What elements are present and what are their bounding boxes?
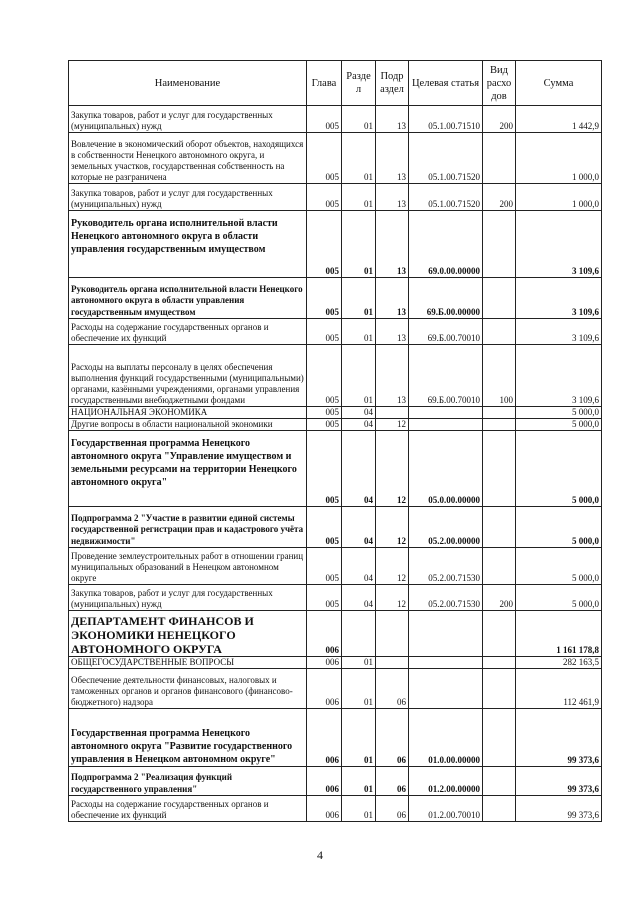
row-cel: 05.2.00.71530 <box>409 585 483 611</box>
row-razdel: 01 <box>342 106 376 133</box>
row-glava: 005 <box>307 133 342 184</box>
row-razdel: 01 <box>342 796 376 822</box>
row-summa: 112 461,9 <box>516 669 602 709</box>
row-cel: 05.1.00.71520 <box>409 184 483 211</box>
row-vid <box>483 669 516 709</box>
row-razdel: 04 <box>342 585 376 611</box>
row-name: НАЦИОНАЛЬНАЯ ЭКОНОМИКА <box>69 407 307 419</box>
row-podrazdel: 13 <box>376 106 409 133</box>
row-vid: 200 <box>483 184 516 211</box>
row-name: Закупка товаров, работ и услуг для государственных (муниципальных) нужд <box>69 585 307 611</box>
row-podrazdel: 12 <box>376 548 409 585</box>
row-podrazdel: 12 <box>376 431 409 507</box>
row-vid <box>483 796 516 822</box>
row-razdel: 01 <box>342 133 376 184</box>
table-row <box>69 767 602 796</box>
row-cel <box>409 669 483 709</box>
table-row <box>69 585 602 611</box>
row-podrazdel: 12 <box>376 419 409 431</box>
row-vid <box>483 319 516 345</box>
table-row <box>69 657 602 669</box>
row-name: Расходы на выплаты персоналу в целях обеспечения выполнения функций государственными (муниципальными) органами, казёнными учреждениями, органами управления государственными внебюджетными фондами <box>69 345 307 407</box>
table-row <box>69 669 602 709</box>
row-vid <box>483 767 516 796</box>
row-razdel: 01 <box>342 278 376 319</box>
row-vid <box>483 657 516 669</box>
row-name: Вовлечение в экономический оборот объектов, находящихся в собственности Ненецкого автономного округа, и земельных участков, государственная собственность на которые не разграничена <box>69 133 307 184</box>
row-vid: 200 <box>483 106 516 133</box>
row-summa: 5 000,0 <box>516 507 602 548</box>
row-vid <box>483 548 516 585</box>
row-name: Подпрограмма 2 "Реализация функций государственного управления" <box>69 767 307 796</box>
row-glava: 006 <box>307 611 342 657</box>
row-name: Закупка товаров, работ и услуг для государственных (муниципальных) нужд <box>69 106 307 133</box>
row-vid <box>483 431 516 507</box>
row-podrazdel <box>376 611 409 657</box>
header-cel: Целевая статья <box>409 61 483 106</box>
row-cel: 05.0.00.00000 <box>409 431 483 507</box>
row-podrazdel: 13 <box>376 345 409 407</box>
row-razdel: 04 <box>342 419 376 431</box>
table-row <box>69 507 602 548</box>
row-summa: 99 373,6 <box>516 767 602 796</box>
row-cel: 05.1.00.71520 <box>409 133 483 184</box>
row-razdel: 04 <box>342 431 376 507</box>
row-summa: 5 000,0 <box>516 585 602 611</box>
row-glava: 005 <box>307 184 342 211</box>
row-glava: 006 <box>307 669 342 709</box>
row-cel: 05.2.00.00000 <box>409 507 483 548</box>
row-summa: 1 442,9 <box>516 106 602 133</box>
header-name: Наименование <box>69 61 307 106</box>
row-glava: 005 <box>307 585 342 611</box>
row-summa: 3 109,6 <box>516 278 602 319</box>
header-razdel: Разде л <box>342 61 376 106</box>
table-row <box>69 709 602 767</box>
row-summa: 3 109,6 <box>516 211 602 278</box>
row-glava: 006 <box>307 709 342 767</box>
table-row <box>69 211 602 278</box>
row-summa: 282 163,5 <box>516 657 602 669</box>
row-name: ОБЩЕГОСУДАРСТВЕННЫЕ ВОПРОСЫ <box>69 657 307 669</box>
row-glava: 005 <box>307 548 342 585</box>
row-razdel <box>342 611 376 657</box>
row-razdel: 04 <box>342 507 376 548</box>
row-cel: 69.Б.00.00000 <box>409 278 483 319</box>
row-glava: 006 <box>307 767 342 796</box>
row-name: Государственная программа Ненецкого автономного округа "Развитие государственного управления в Ненецком автономном округе" <box>69 709 307 767</box>
row-summa: 1 161 178,8 <box>516 611 602 657</box>
row-cel <box>409 611 483 657</box>
row-cel <box>409 419 483 431</box>
header-glava: Глава <box>307 61 342 106</box>
row-summa: 99 373,6 <box>516 709 602 767</box>
row-podrazdel: 13 <box>376 278 409 319</box>
row-podrazdel: 06 <box>376 767 409 796</box>
row-razdel: 01 <box>342 767 376 796</box>
row-razdel: 01 <box>342 709 376 767</box>
row-razdel: 01 <box>342 211 376 278</box>
row-vid <box>483 133 516 184</box>
row-glava: 005 <box>307 431 342 507</box>
row-summa: 99 373,6 <box>516 796 602 822</box>
row-summa: 5 000,0 <box>516 419 602 431</box>
row-name: Государственная программа Ненецкого автономного округа "Управление имуществом и земельными ресурсами на территории Ненецкого автономного округа" <box>69 431 307 507</box>
row-razdel: 01 <box>342 345 376 407</box>
row-cel <box>409 657 483 669</box>
row-glava: 005 <box>307 345 342 407</box>
row-summa: 1 000,0 <box>516 133 602 184</box>
row-summa: 3 109,6 <box>516 319 602 345</box>
row-vid: 200 <box>483 585 516 611</box>
row-glava: 006 <box>307 657 342 669</box>
row-summa: 3 109,6 <box>516 345 602 407</box>
row-summa: 5 000,0 <box>516 548 602 585</box>
row-cel: 69.Б.00.70010 <box>409 319 483 345</box>
row-name: Руководитель органа исполнительной власти Ненецкого автономного округа в области управления государственным имуществом <box>69 211 307 278</box>
row-vid <box>483 419 516 431</box>
row-podrazdel <box>376 407 409 419</box>
row-glava: 006 <box>307 796 342 822</box>
row-razdel: 01 <box>342 669 376 709</box>
page-number: 4 <box>317 848 323 862</box>
row-name: Руководитель органа исполнительной власти Ненецкого автономного округа в области управления государственным имуществом <box>69 278 307 319</box>
row-razdel: 01 <box>342 319 376 345</box>
row-podrazdel: 06 <box>376 796 409 822</box>
header-podrazdel: Подр аздел <box>376 61 409 106</box>
row-vid <box>483 611 516 657</box>
row-podrazdel: 13 <box>376 211 409 278</box>
row-cel: 05.1.00.71510 <box>409 106 483 133</box>
row-cel: 69.0.00.00000 <box>409 211 483 278</box>
row-razdel: 01 <box>342 657 376 669</box>
table-row <box>69 106 602 133</box>
table-row <box>69 184 602 211</box>
row-name: Расходы на содержание государственных органов и обеспечение их функций <box>69 796 307 822</box>
budget-table <box>68 60 602 822</box>
table-row <box>69 345 602 407</box>
row-vid <box>483 278 516 319</box>
table-row <box>69 431 602 507</box>
row-glava: 005 <box>307 106 342 133</box>
table-row <box>69 407 602 419</box>
row-podrazdel: 12 <box>376 585 409 611</box>
row-razdel: 04 <box>342 548 376 585</box>
table-header-row <box>69 61 602 106</box>
row-razdel: 04 <box>342 407 376 419</box>
row-podrazdel: 13 <box>376 133 409 184</box>
row-cel <box>409 407 483 419</box>
row-cel: 69.Б.00.70010 <box>409 345 483 407</box>
table-row <box>69 548 602 585</box>
row-podrazdel <box>376 657 409 669</box>
table-row <box>69 319 602 345</box>
table-row <box>69 133 602 184</box>
row-glava: 005 <box>307 407 342 419</box>
header-summa: Сумма <box>516 61 602 106</box>
row-cel: 05.2.00.71530 <box>409 548 483 585</box>
row-vid <box>483 211 516 278</box>
row-name: Обеспечение деятельности финансовых, налоговых и таможенных органов и органов финансового (финансово-бюджетного) надзора <box>69 669 307 709</box>
row-glava: 005 <box>307 211 342 278</box>
row-glava: 005 <box>307 419 342 431</box>
row-podrazdel: 06 <box>376 709 409 767</box>
row-razdel: 01 <box>342 184 376 211</box>
row-podrazdel: 13 <box>376 319 409 345</box>
row-cel: 01.2.00.70010 <box>409 796 483 822</box>
table-row <box>69 278 602 319</box>
row-name: Закупка товаров, работ и услуг для государственных (муниципальных) нужд <box>69 184 307 211</box>
row-cel: 01.0.00.00000 <box>409 709 483 767</box>
row-vid <box>483 407 516 419</box>
row-name: Другие вопросы в области национальной экономики <box>69 419 307 431</box>
row-summa: 5 000,0 <box>516 431 602 507</box>
row-summa: 5 000,0 <box>516 407 602 419</box>
row-cel: 01.2.00.00000 <box>409 767 483 796</box>
header-vid: Вид расхо дов <box>483 61 516 106</box>
row-glava: 005 <box>307 507 342 548</box>
table-row <box>69 611 602 657</box>
row-summa: 1 000,0 <box>516 184 602 211</box>
row-vid <box>483 507 516 548</box>
row-podrazdel: 06 <box>376 669 409 709</box>
table-row <box>69 419 602 431</box>
row-name: ДЕПАРТАМЕНТ ФИНАНСОВ И ЭКОНОМИКИ НЕНЕЦКОГО АВТОНОМНОГО ОКРУГА <box>69 611 307 657</box>
row-vid <box>483 709 516 767</box>
row-name: Проведение землеустроительных работ в отношении границ муниципальных образований в Ненецком автономном округе <box>69 548 307 585</box>
row-podrazdel: 13 <box>376 184 409 211</box>
table-row <box>69 796 602 822</box>
row-name: Подпрограмма 2 "Участие в развитии единой системы государственной регистрации прав и кадастрового учёта недвижимости" <box>69 507 307 548</box>
row-podrazdel: 12 <box>376 507 409 548</box>
row-glava: 005 <box>307 278 342 319</box>
row-glava: 005 <box>307 319 342 345</box>
row-name: Расходы на содержание государственных органов и обеспечение их функций <box>69 319 307 345</box>
row-vid: 100 <box>483 345 516 407</box>
